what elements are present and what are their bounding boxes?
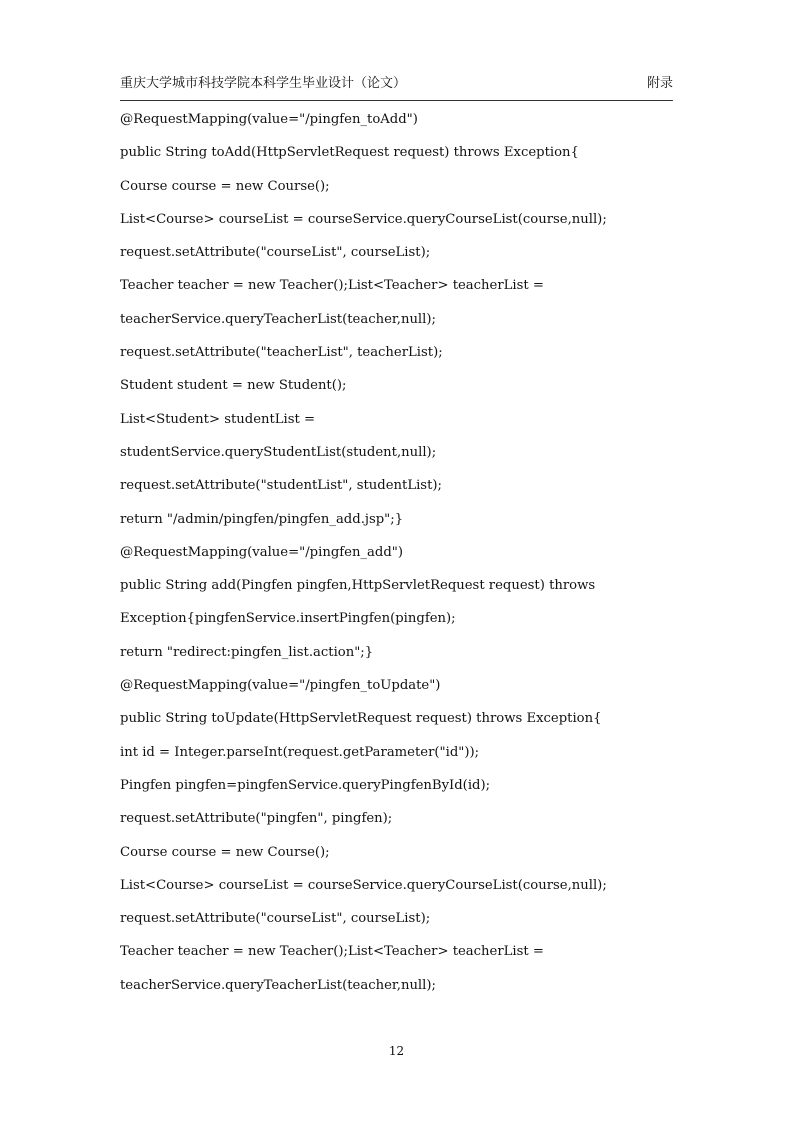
page-header <box>120 75 673 99</box>
code-line: @RequestMapping(value="/pingfen_toUpdate") <box>120 678 441 694</box>
code-line: Exception{pingfenService.insertPingfen(pingfen); <box>120 611 456 627</box>
header-title: 重庆大学城市科技学院本科学生毕业设计（论文） <box>120 76 407 91</box>
code-line: public String add(Pingfen pingfen,HttpServletRequest request) throws <box>120 578 596 594</box>
code-line: studentService.queryStudentList(student,null); <box>120 444 437 460</box>
code-line: request.setAttribute("studentList", studentList); <box>120 478 442 494</box>
code-line: List<Course> courseList = courseService.queryCourseList(course,null); <box>120 211 607 227</box>
code-line: request.setAttribute("courseList", courseList); <box>120 245 431 261</box>
code-line: Teacher teacher = new Teacher();List<Teacher> teacherList = <box>120 278 544 294</box>
code-line: return "redirect:pingfen_list.action";} <box>120 644 374 660</box>
page-number: 12 <box>388 1044 405 1058</box>
code-line: List<Student> studentList = <box>120 411 316 427</box>
code-line: @RequestMapping(value="/pingfen_add") <box>120 544 403 560</box>
code-line: request.setAttribute("teacherList", teacherList); <box>120 345 443 361</box>
code-line: request.setAttribute("courseList", courseList); <box>120 911 431 927</box>
code-listing <box>120 109 675 1008</box>
code-line: List<Course> courseList = courseService.queryCourseList(course,null); <box>120 877 607 893</box>
code-line: return "/admin/pingfen/pingfen_add.jsp";} <box>120 511 404 527</box>
code-line: request.setAttribute("pingfen", pingfen); <box>120 811 393 827</box>
code-line: Teacher teacher = new Teacher();List<Teacher> teacherList = <box>120 944 544 960</box>
header-divider <box>120 100 673 101</box>
code-line: public String toAdd(HttpServletRequest request) throws Exception{ <box>120 145 579 161</box>
code-line: public String toUpdate(HttpServletRequest request) throws Exception{ <box>120 711 602 727</box>
code-line: Pingfen pingfen=pingfenService.queryPingfenById(id); <box>120 777 491 793</box>
code-line: Course course = new Course(); <box>120 178 330 194</box>
code-line: teacherService.queryTeacherList(teacher,null); <box>120 311 436 327</box>
code-line: int id = Integer.parseInt(request.getParameter("id")); <box>120 744 480 760</box>
code-line: @RequestMapping(value="/pingfen_toAdd") <box>120 112 418 127</box>
code-line: teacherService.queryTeacherList(teacher,null); <box>120 977 436 993</box>
header-section: 附录 <box>646 76 673 91</box>
code-line: Student student = new Student(); <box>120 378 347 394</box>
code-line: Course course = new Course(); <box>120 844 330 860</box>
